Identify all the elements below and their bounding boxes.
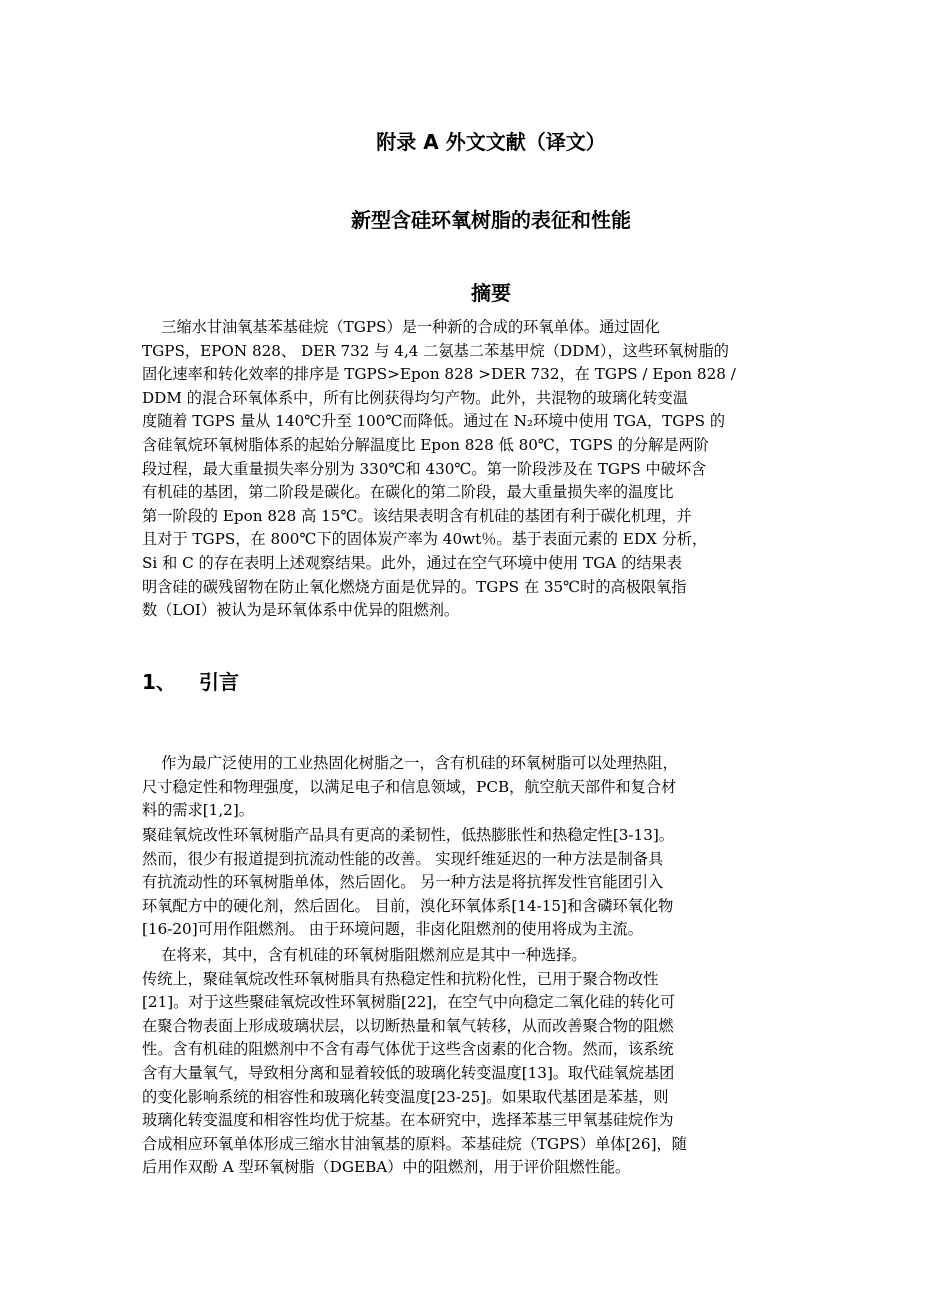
- body-line: 后用作双酚 A 型环氧树脂（DGEBA）中的阻燃剂，用于评价阻燃性能。: [142, 1158, 631, 1177]
- body-line: 环氧配方中的硬化剂，然后固化。 目前，溴化环氧体系[14-15]和含磷环氧化物: [142, 896, 674, 915]
- abstract-line: 数（LOI）被认为是环氧体系中优异的阻燃剂。: [142, 601, 460, 620]
- body-line: [21]。对于这些聚硅氧烷改性环氧树脂[22]，在空气中向稳定二氧化硅的转化可: [142, 993, 676, 1012]
- body-line: 然而，很少有报道提到抗流动性能的改善。 实现纤维延迟的一种方法是制备具: [142, 849, 664, 868]
- abstract-line: TGPS，EPON 828、 DER 732 与 4,4 二氨基二苯基甲烷（DDM），这些环氧树脂的: [142, 341, 729, 360]
- abstract-line: 且对于 TGPS，在 800℃下的固体炭产率为 40wt％。基于表面元素的 EDX 分析，: [142, 530, 708, 549]
- section-heading-introduction: [142, 668, 239, 696]
- abstract-heading: 摘要: [471, 281, 511, 305]
- body-line: 合成相应环氧单体形成三缩水甘油氧基的原料。苯基硅烷（TGPS）单体[26]，随: [142, 1134, 687, 1153]
- paper-title: 新型含硅环氧树脂的表征和性能: [351, 208, 631, 232]
- body-line: 作为最广泛使用的工业热固化树脂之一，含有机硅的环氧树脂可以处理热阻，: [142, 754, 678, 772]
- abstract-line: 三缩水甘油氧基苯基硅烷（TGPS）是一种新的合成的环氧单体。通过固化: [142, 318, 660, 336]
- abstract-line: 明含硅的碳残留物在防止氧化燃烧方面是优异的。TGPS 在 35℃时的高极限氧指: [142, 577, 687, 596]
- body-line: 性。含有机硅的阻燃剂中不含有毒气体优于这些含卤素的化合物。然而，该系统: [142, 1040, 674, 1059]
- body-line: 尺寸稳定性和物理强度，以满足电子和信息领域，PCB，航空航天部件和复合材: [142, 777, 677, 796]
- body-line: 在聚合物表面上形成玻璃状层，以切断热量和氧气转移，从而改善聚合物的阻燃: [142, 1016, 674, 1035]
- abstract-line: 有机硅的基团，第二阶段是碳化。在碳化的第二阶段，最大重量损失率的温度比: [142, 483, 674, 502]
- body-line: 在将来，其中，含有机硅的环氧树脂阻燃剂应是其中一种选择。: [142, 946, 587, 964]
- abstract-line: Si 和 C 的存在表明上述观察结果。此外，通过在空气环境中使用 TGA 的结果表: [142, 553, 682, 572]
- body-line: 含有大量氧气，导致相分离和显着较低的玻璃化转变温度[13]。取代硅氧烷基团: [142, 1063, 675, 1082]
- body-line: 聚硅氧烷改性环氧树脂产品具有更高的柔韧性，低热膨胀性和热稳定性[3-13]。: [142, 826, 674, 844]
- section-title: 引言: [199, 670, 239, 694]
- body-line: 有抗流动性的环氧树脂单体，然后固化。 另一种方法是将抗挥发性官能团引入: [142, 873, 664, 892]
- intro-paragraph-1: [142, 752, 802, 823]
- abstract-paragraph: [142, 316, 802, 623]
- intro-paragraph-2: [142, 824, 802, 942]
- abstract-line: DDM 的混合环氧体系中，所有比例获得均匀产物。此外，共混物的玻璃化转变温: [142, 388, 688, 407]
- section-number: 1、: [142, 670, 176, 694]
- abstract-line: 第一阶段的 Epon 828 高 15℃。该结果表明含有机硅的基团有利于碳化机理，并: [142, 506, 692, 525]
- body-line: 的变化影响系统的相容性和玻璃化转变温度[23-25]。如果取代基团是苯基，则: [142, 1087, 669, 1106]
- abstract-line: 固化速率和转化效率的排序是 TGPS>Epon 828 >DER 732，在 TGPS / Epon 828 /: [142, 365, 736, 384]
- body-line: 玻璃化转变温度和相容性均优于烷基。在本研究中，选择苯基三甲氧基硅烷作为: [142, 1111, 674, 1130]
- appendix-heading: 附录 A 外文文献（译文）: [376, 130, 606, 154]
- body-line: [16-20]可用作阻燃剂。 由于环境问题，非卤化阻燃剂的使用将成为主流。: [142, 920, 643, 939]
- body-line: 料的需求[1,2]。: [142, 801, 254, 820]
- body-line: 传统上，聚硅氧烷改性环氧树脂具有热稳定性和抗粉化性，已用于聚合物改性: [142, 969, 659, 988]
- abstract-line: 度随着 TGPS 量从 140℃升至 100℃而降低。通过在 N₂环境中使用 TGA，TGPS 的: [142, 412, 726, 431]
- abstract-line: 段过程，最大重量损失率分别为 330℃和 430℃。第一阶段涉及在 TGPS 中破坏含: [142, 459, 707, 478]
- abstract-line: 含硅氧烷环氧树脂体系的起始分解温度比 Epon 828 低 80℃，TGPS 的分解是两阶: [142, 435, 709, 454]
- intro-paragraph-3: [142, 944, 802, 1180]
